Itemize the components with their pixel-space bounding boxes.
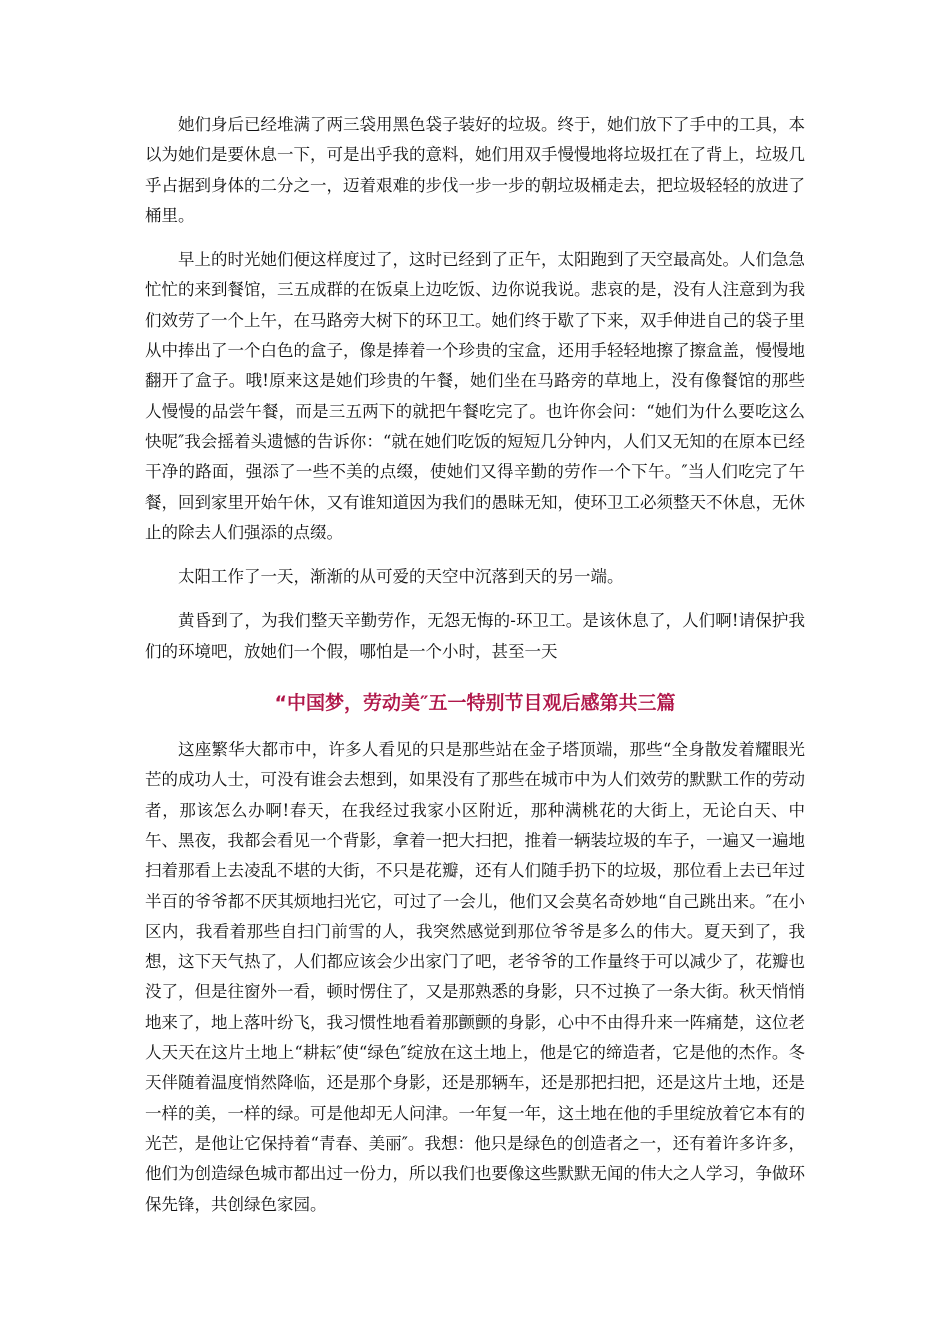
paragraph-noon-lunch: 早上的时光她们便这样度过了，这时已经到了正午，太阳跑到了天空最高处。人们急急忙忙的来到餐馆，三五成群的在饭桌上边吃饭、边你说我说。悲哀的是，没有人注意到为我们效劳了一个上午，在马路旁大树下的环卫工。她们终于歇了下来，双手伸进自己的袋子里从中捧出了一个白色的盒子，像是捧着一个珍贵的宝盒，还用手轻轻地擦了擦盒盖，慢慢地翻开了盒子。哦!原来这是她们珍贵的午餐，她们坐在马路旁的草地上，没有像餐馆的那些人慢慢的品尝午餐，而是三五两下的就把午餐吃完了。也许你会问：“她们为什么要吃这么快呢″我会摇着头遗憾的告诉你：“就在她们吃饭的短短几分钟内，人们又无知的在原本已经干净的路面，强添了一些不美的点缀，使她们又得辛勤的劳作一个下午。″当人们吃完了午餐，回到家里开始午休，又有谁知道因为我们的愚昧无知，使环卫工必须整天不休息，无休止的除去人们强添的点缀。 xyxy=(145,250,805,542)
paragraph-garbage-bags: 她们身后已经堆满了两三袋用黑色袋子装好的垃圾。终于，她们放下了手中的工具，本以为她们是要休息一下，可是出乎我的意料，她们用双手慢慢地将垃圾扛在了背上，垃圾几乎占据到身体的二分之一，迈着艰难的步伐一步一步的朝垃圾桶走去，把垃圾轻轻的放进了桶里。 xyxy=(145,115,805,225)
section-heading: “中国梦，劳动美″五一特别节目观后感第共三篇 xyxy=(274,692,676,715)
paragraph-dusk: 黄昏到了，为我们整天辛勤劳作，无怨无悔的-环卫工。是该休息了，人们啊!请保护我们的环境吧，放她们一个假，哪怕是一个小时，甚至一天 xyxy=(145,611,805,661)
paragraph-sunset: 太阳工作了一天，渐渐的从可爱的天空中沉落到天的另一端。 xyxy=(178,567,624,587)
paragraph-city-worker: 这座繁华大都市中，许多人看见的只是那些站在金子塔顶端，那些“全身散发着耀眼光芒的成功人士，可没有谁会去想到，如果没有了那些在城市中为人们效劳的默默工作的劳动者，那该怎么办啊!春天，在我经过我家小区附近，那种满桃花的大街上，无论白天、中午、黑夜，我都会看见一个背影，拿着一把大扫把，推着一辆装垃圾的车子，一遍又一遍地扫着那看上去凌乱不堪的大街，不只是花瓣，还有人们随手扔下的垃圾，那位看上去已年过半百的爷爷都不厌其烦地扫光它，可过了一会儿，他们又会莫名奇妙地“自己跳出来。″在小区内，我看着那些自扫门前雪的人，我突然感觉到那位爷爷是多么的伟大。夏天到了，我想，这下天气热了，人们都应该会少出家门了吧，老爷爷的工作量终于可以减少了，花瓣也没了，但是往窗外一看，顿时愣住了，又是那熟悉的身影，只不过换了一条大街。秋天悄悄地来了，地上落叶纷飞，我习惯性地看着那颤颤的身影，心中不由得升来一阵痛楚，这位老人天天在这片土地上“耕耘″使“绿色″绽放在这土地上，他是它的缔造者，它是他的杰作。冬天伴随着温度悄然降临，还是那个身影，还是那辆车，还是那把扫把，还是这片土地，还是一样的美，一样的绿。可是他却无人问津。一年复一年，这土地在他的手里绽放着它本有的光芒，是他让它保持着“青春、美丽″。我想：他只是绿色的创造者之一，还有着许多许多，他们为创造绿色城市都出过一份力，所以我们也要像这些默默无闻的伟大之人学习，争做环保先锋，共创绿色家园。 xyxy=(145,740,805,1214)
document-body xyxy=(145,110,805,1234)
